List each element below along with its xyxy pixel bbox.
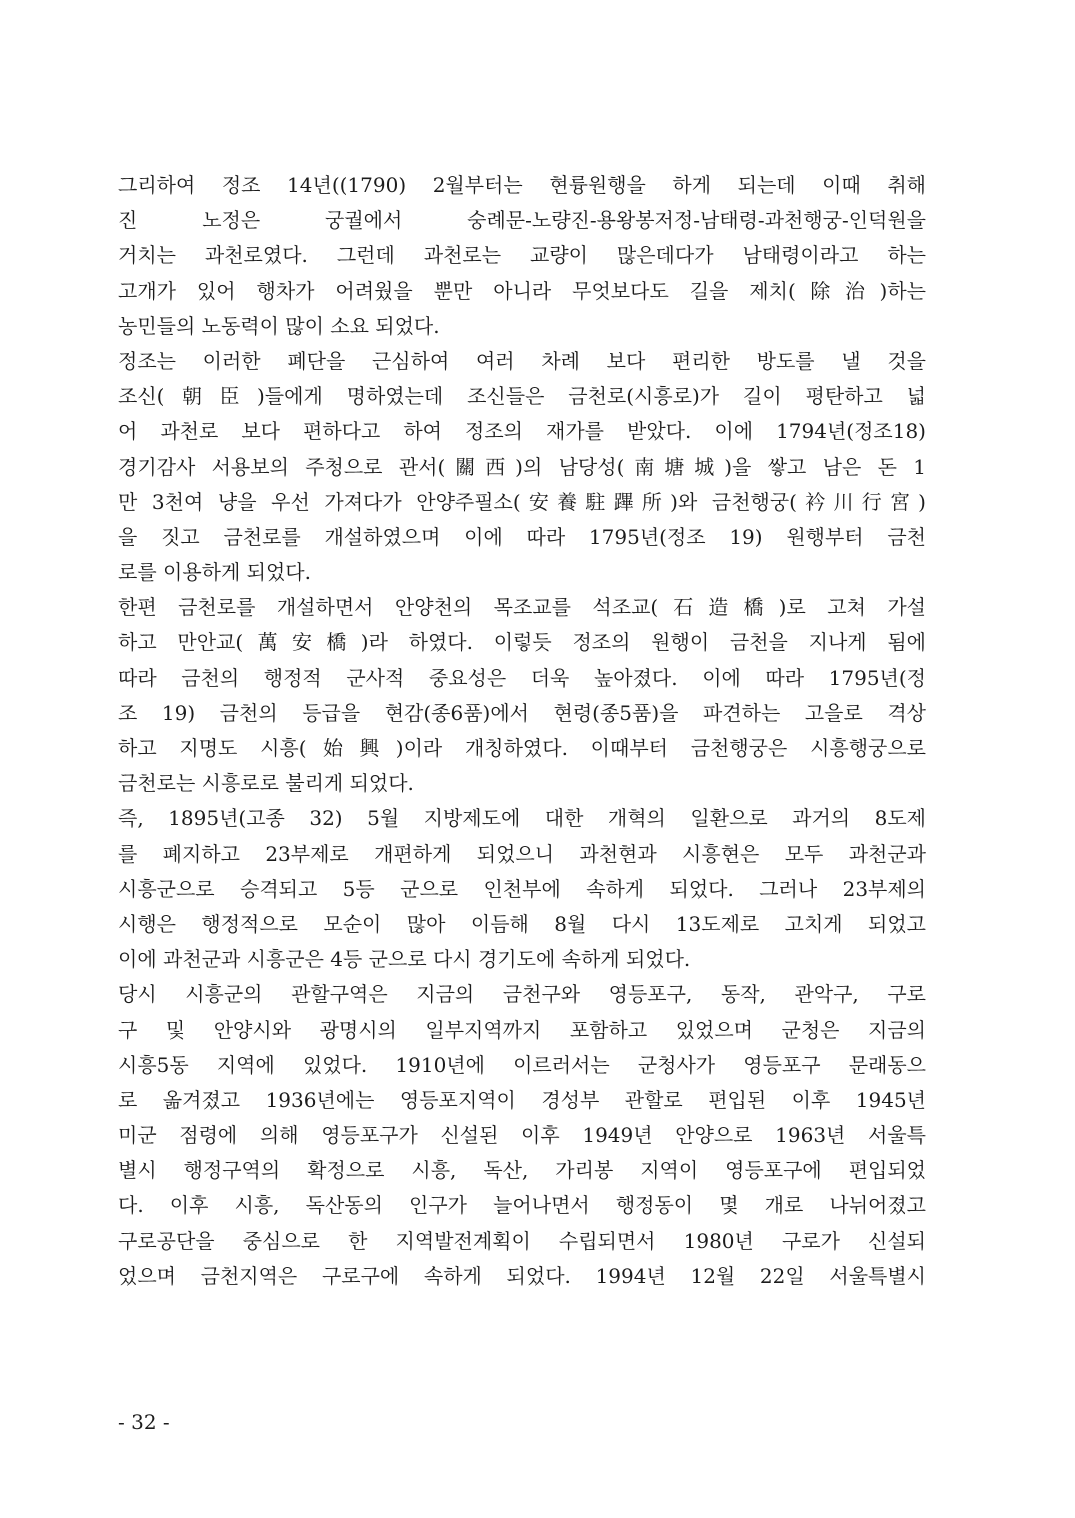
text-line: 진 노정은 궁궐에서 숭례문-노량진-용왕봉저정-남태령-과천행궁-인덕원을 — [118, 208, 926, 233]
text-line: 를 폐지하고 23부제로 개편하게 되었으니 과천현과 시흥현은 모두 과천군과 — [118, 841, 926, 866]
text-line: 다. 이후 시흥, 독산동의 인구가 늘어나면서 행정동이 몇 개로 나뉘어졌고 — [118, 1193, 926, 1218]
text-line: 만 3천여 냥을 우선 가져다가 안양주필소(安養駐蹕所)와 금천행궁(衿川行宮) — [118, 489, 926, 514]
text-line: 로를 이용하게 되었다. — [118, 560, 311, 585]
text-line: 시흥5동 지역에 있었다. 1910년에 이르러서는 군청사가 영등포구 문래동으 — [118, 1052, 926, 1077]
text-line: 로 옮겨졌고 1936년에는 영등포지역이 경성부 관할로 편입된 이후 1945년 — [118, 1087, 926, 1112]
text-line: 즉, 1895년(고종 32) 5월 지방제도에 대한 개혁의 일환으로 과거의 8도제 — [118, 806, 926, 831]
text-line: 었으며 금천지역은 구로구에 속하게 되었다. 1994년 12월 22일 서울특별시 — [118, 1263, 926, 1288]
text-line: 조 19) 금천의 등급을 현감(종6품)에서 현령(종5품)을 파견하는 고을로 격상 — [118, 700, 926, 725]
text-line: 당시 시흥군의 관할구역은 지금의 금천구와 영등포구, 동작, 관악구, 구로 — [118, 982, 926, 1007]
text-line: 거치는 과천로였다. 그런데 과천로는 교량이 많은데다가 남태령이라고 하는 — [118, 243, 926, 268]
paragraph-3 — [118, 590, 926, 801]
text-line: 어 과천로 보다 편하다고 하여 정조의 재가를 받았다. 이에 1794년(정조18) — [118, 419, 926, 444]
page-number: - 32 - — [118, 1410, 170, 1434]
text-line: 한편 금천로를 개설하면서 안양천의 목조교를 석조교(石造橋)로 고쳐 가설 — [118, 595, 926, 620]
text-line: 경기감사 서용보의 주청으로 관서(關西)의 남당성(南塘城)을 쌓고 남은 돈 1 — [118, 454, 926, 479]
text-line: 정조는 이러한 폐단을 근심하여 여러 차례 보다 편리한 방도를 낼 것을 — [118, 348, 926, 373]
text-line: 시행은 행정적으로 모순이 많아 이듬해 8월 다시 13도제로 고치게 되었고 — [118, 911, 926, 936]
paragraph-4 — [118, 801, 926, 977]
paragraph-1 — [118, 168, 926, 344]
text-line: 시흥군으로 승격되고 5등 군으로 인천부에 속하게 되었다. 그러나 23부제의 — [118, 876, 926, 901]
text-line: 이에 과천군과 시흥군은 4등 군으로 다시 경기도에 속하게 되었다. — [118, 947, 691, 972]
text-line: 농민들의 노동력이 많이 소요 되었다. — [118, 313, 440, 338]
text-line: 미군 점령에 의해 영등포구가 신설된 이후 1949년 안양으로 1963년 서울특 — [118, 1123, 926, 1148]
text-line: 금천로는 시흥로로 불리게 되었다. — [118, 771, 414, 796]
text-line: 고개가 있어 행차가 어려웠을 뿐만 아니라 무엇보다도 길을 제치(除治)하는 — [118, 278, 926, 303]
text-line: 별시 행정구역의 확정으로 시흥, 독산, 가리봉 지역이 영등포구에 편입되었 — [118, 1158, 926, 1183]
text-line: 하고 지명도 시흥(始興)이라 개칭하였다. 이때부터 금천행궁은 시흥행궁으로 — [118, 736, 926, 760]
text-line: 따라 금천의 행정적 군사적 중요성은 더욱 높아졌다. 이에 따라 1795년(정 — [118, 665, 926, 690]
text-line: 하고 만안교(萬安橋)라 하였다. 이렇듯 정조의 원행이 금천을 지나게 됨에 — [118, 630, 926, 655]
body-text — [118, 168, 926, 1294]
text-line: 을 짓고 금천로를 개설하였으며 이에 따라 1795년(정조 19) 원행부터 금천 — [118, 524, 926, 549]
text-line: 조신(朝臣)들에게 명하였는데 조신들은 금천로(시흥로)가 길이 평탄하고 넓 — [118, 384, 926, 409]
paragraph-5 — [118, 977, 926, 1294]
text-line: 그리하여 정조 14년((1790) 2월부터는 현륭원행을 하게 되는데 이때 취해 — [118, 173, 926, 197]
text-line: 구 및 안양시와 광명시의 일부지역까지 포함하고 있었으며 군청은 지금의 — [118, 1017, 926, 1042]
paragraph-2 — [118, 344, 926, 590]
text-line: 구로공단을 중심으로 한 지역발전계획이 수립되면서 1980년 구로가 신설되 — [118, 1228, 926, 1253]
